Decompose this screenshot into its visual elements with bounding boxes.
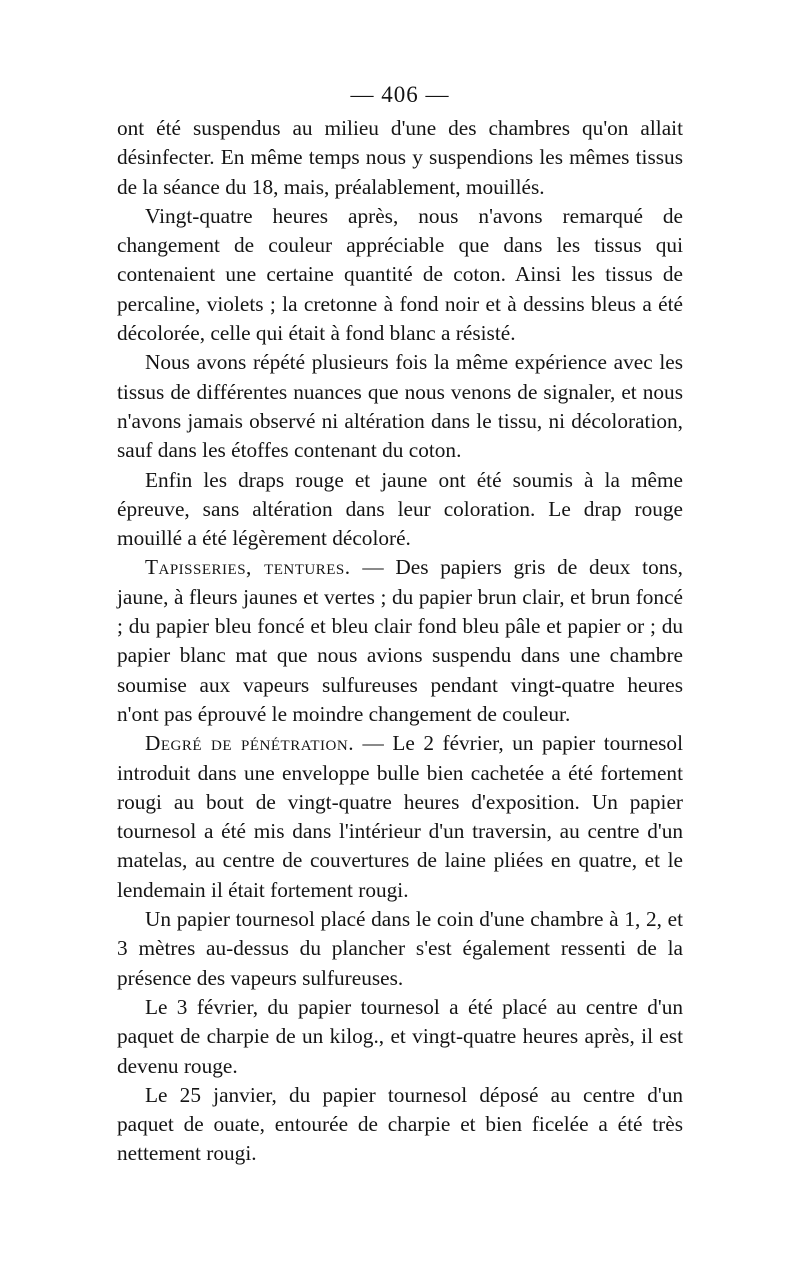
paragraph-7 — [117, 905, 683, 993]
paragraph-text: Vingt-quatre heures après, nous n'avons remarqué de changement de couleur appréciable que dans les tissus qui contenaient une certaine quantité de coton. Ainsi les tissus de percaline, violets ; la cretonne à fond noir et à dessins bleus a été décolorée, celle qui était à fond blanc a résisté. — [117, 203, 683, 346]
paragraph-3 — [117, 348, 683, 465]
paragraph-2 — [117, 202, 683, 348]
paragraph-text: — Des papiers gris de deux tons, jaune, à fleurs jaunes et vertes ; du papier brun clair, et brun foncé ; du papier bleu foncé et bleu clair fond bleu pâle et papier or ; du papier blanc mat que nous avions suspendu dans une chambre soumise aux vapeurs sulfureuses pendant vingt-quatre heures n'ont pas éprouvé le moindre changement de couleur. — [117, 555, 683, 726]
paragraph-9 — [117, 1081, 683, 1169]
paragraph-text: Nous avons répété plusieurs fois la même expérience avec les tissus de différentes nuances que nous venons de signaler, et nous n'avons jamais observé ni altération dans le tissu, ni décoloration, sauf dans les étoffes contenant du coton. — [117, 350, 683, 463]
section-heading-degre-penetration: Degré de pénétration. — [145, 731, 355, 756]
page-number: — 406 — — [350, 82, 450, 107]
paragraph-text: Le 25 janvier, du papier tournesol déposé au centre d'un paquet de ouate, entourée de charpie et bien ficelée a été très nettement rougi. — [117, 1082, 683, 1166]
paragraph-4 — [117, 466, 683, 554]
section-heading-tapisseries: Tapisseries, tentures. — [145, 555, 351, 580]
paragraph-text: Le 3 février, du papier tournesol a été placé au centre d'un paquet de charpie de un kilog., et vingt-quatre heures après, il est devenu rouge. — [117, 994, 683, 1078]
paragraph-text: Enfin les draps rouge et jaune ont été soumis à la même épreuve, sans altération dans leur coloration. Le drap rouge mouillé a été légèrement décoloré. — [117, 467, 683, 551]
paragraph-degre-penetration — [117, 729, 683, 905]
paragraph-1 — [117, 114, 683, 202]
paragraph-text: — Le 2 février, un papier tournesol introduit dans une enveloppe bulle bien cachetée a été fortement rougi au bout de vingt-quatre heures d'exposition. Un papier tournesol a été mis dans l'intérieur d'un traversin, au centre d'un matelas, au centre de couvertures de laine pliées en quatre, et le lendemain il était fortement rougi. — [117, 731, 683, 902]
paragraph-tapisseries — [117, 553, 683, 729]
book-page — [117, 80, 683, 1169]
paragraph-text: Un papier tournesol placé dans le coin d'une chambre à 1, 2, et 3 mètres au-dessus du plancher s'est également ressenti de la présence des vapeurs sulfureuses. — [117, 907, 683, 990]
paragraph-8 — [117, 993, 683, 1081]
paragraph-text: ont été suspendus au milieu d'une des chambres qu'on allait désinfecter. En même temps nous y suspendions les mêmes tissus de la séance du 18, mais, préalablement, mouillés. — [117, 116, 683, 199]
